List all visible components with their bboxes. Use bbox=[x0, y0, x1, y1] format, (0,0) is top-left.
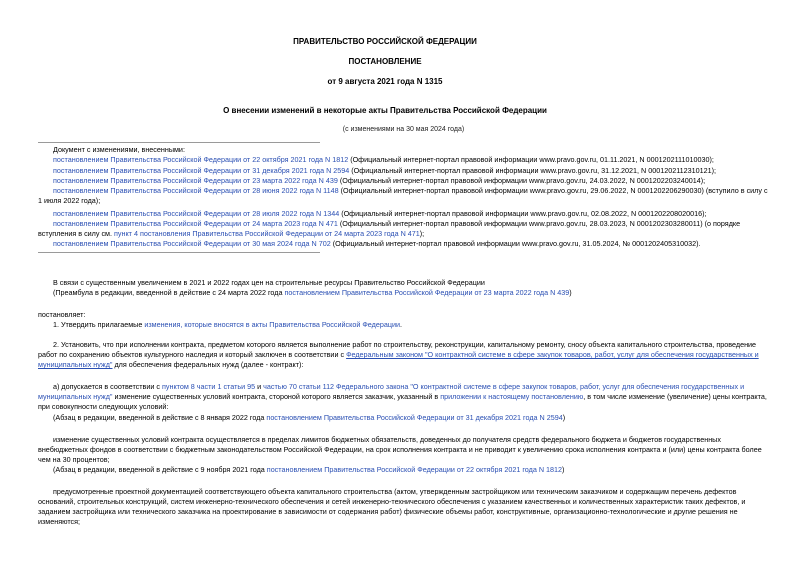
change-item: постановлением Правительства Российской Федерации от 23 марта 2022 года N 439 (Официальный интернет-портал правовой информации www.pravo.gov.ru, 24.03.2022, N 0001202203240014); bbox=[53, 176, 706, 185]
change-link[interactable]: постановлением Правительства Российской Федерации от 30 мая 2024 года N 702 bbox=[53, 239, 331, 248]
subparagraph-a-line: а) допускается в соответствии с пунктом 8 части 1 статьи 95 и частью 70 статьи 112 Федерального закона "О контрактной системе в сфере закупок товаров, работ, услуг для обеспечения государственных и bbox=[53, 382, 745, 391]
change-item: постановлением Правительства Российской Федерации от 28 июня 2022 года N 1148 (Официальный интернет-портал правовой информации www.pravo.gov.ru, 29.06.2022, N 0001202206290030) (вступило в силу с bbox=[53, 186, 768, 195]
revision-note: (с изменениями на 30 мая 2024 года) bbox=[342, 126, 465, 133]
document-type: ПОСТАНОВЛЕНИЕ bbox=[348, 56, 422, 66]
change-link[interactable]: постановлением Правительства Российской Федерации от 28 июля 2022 года N 1344 bbox=[53, 209, 340, 218]
condition-1-note: (Абзац в редакции, введенной в действие с 9 ноября 2021 года постановлением Правительства Российской Федерации от 22 октября 2021 года N 1812) bbox=[53, 465, 565, 474]
document-title: О внесении изменений в некоторые акты Правительства Российской Федерации bbox=[223, 105, 547, 115]
paragraph-2-line: муниципальных нужд" для обеспечения федеральных нужд (далее - контракт): bbox=[38, 360, 304, 369]
change-link[interactable]: пункт 4 постановления Правительства Российской Федерации от 24 марта 2023 года N 471 bbox=[114, 229, 420, 238]
subparagraph-a-note: (Абзац в редакции, введенной в действие с 8 января 2022 года постановлением Правительства Российской Федерации от 31 декабря 2021 года N 2594) bbox=[53, 413, 566, 422]
condition-2-line: оснований, строительных конструкций, систем инженерно-технического обеспечения и сетей инженерно-технического обеспечения с указанием качественных и количественных характеристик таких дефектов, и bbox=[38, 497, 746, 506]
change-item-continuation: вступления в силу см. пункт 4 постановления Правительства Российской Федерации от 24 марта 2023 года N 471); bbox=[38, 229, 425, 238]
federal-law-link[interactable]: частью 70 статьи 112 Федерального закона "О контрактной системе в сфере закупок товаров, работ, услуг для обеспечения государственных и bbox=[263, 382, 745, 391]
condition-1-line: внебюджетных фондов в соответствии с бюджетным законодательством Российской Федерации, на срок исполнения контракта и не приводит к увеличению срока исполнения контракта и (или) цены контракта более bbox=[38, 445, 762, 454]
change-link[interactable]: постановлением Правительства Российской Федерации от 23 марта 2022 года N 439 bbox=[53, 176, 338, 185]
amendment-link[interactable]: постановлением Правительства Российской Федерации от 31 декабря 2021 года N 2594 bbox=[266, 413, 563, 422]
change-link[interactable]: постановлением Правительства Российской Федерации от 28 июня 2022 года N 1148 bbox=[53, 186, 339, 195]
change-item: постановлением Правительства Российской Федерации от 22 октября 2021 года N 1812 (Официальный интернет-портал правовой информации www.pravo.gov.ru, 01.11.2021, N 0001202111010030); bbox=[53, 155, 714, 164]
changes-link[interactable]: изменения, которые вносятся в акты Правительства Российской Федерации bbox=[144, 320, 400, 329]
change-item: постановлением Правительства Российской Федерации от 31 декабря 2021 года N 2594 (Официальный интернет-портал правовой информации www.pravo.gov.ru, 31.12.2021, N 0001202112310121); bbox=[53, 166, 717, 175]
law-point-link[interactable]: пунктом 8 части 1 статьи 95 bbox=[161, 382, 256, 391]
changes-bottom-divider bbox=[38, 252, 320, 253]
federal-law-link[interactable]: муниципальных нужд" bbox=[38, 392, 113, 401]
federal-law-link[interactable]: муниципальных нужд" bbox=[38, 360, 113, 369]
change-item-continuation: 1 июля 2022 года); bbox=[38, 196, 101, 205]
appendix-link[interactable]: приложении к настоящему постановлению bbox=[440, 392, 584, 401]
change-item: постановлением Правительства Российской Федерации от 30 мая 2024 года N 702 (Официальный интернет-портал правовой информации www.pravo.gov.ru, 31.05.2024, № 0001202405310032). bbox=[53, 239, 701, 248]
changes-intro: Документ с изменениями, внесенными: bbox=[53, 145, 185, 154]
preamble-note: (Преамбула в редакции, введенной в действие с 24 марта 2022 года постановлением Правительства Российской Федерации от 23 марта 2022 года N 439) bbox=[53, 288, 572, 297]
change-link[interactable]: постановлением Правительства Российской Федерации от 22 октября 2021 года N 1812 bbox=[53, 155, 349, 164]
change-link[interactable]: постановлением Правительства Российской Федерации от 31 декабря 2021 года N 2594 bbox=[53, 166, 350, 175]
condition-2-line: изменяются; bbox=[38, 517, 81, 526]
preamble: В связи с существенным увеличением в 2021 и 2022 годах цен на строительные ресурсы Правительство Российской Федерации bbox=[53, 278, 485, 287]
condition-1-line: изменение существенных условий контракта осуществляется в пределах лимитов бюджетных обязательств, доведенных до получателя средств федерального бюджета и бюджетов государственных bbox=[53, 435, 721, 444]
changes-top-divider bbox=[38, 142, 320, 143]
government-name: ПРАВИТЕЛЬСТВО РОССИЙСКОЙ ФЕДЕРАЦИИ bbox=[293, 36, 477, 46]
paragraph-2-line: работ по сохранению объектов культурного наследия и который заключен в соответствии с Федеральным законом "О контрактной системе в сфере закупок товаров, работ, услуг для обеспечения государственных и bbox=[38, 350, 759, 359]
condition-2-line: заданием застройщика или технического заказчика на проектирование в зависимости от содержания работ) физические объемы работ, конструктивные, организационно-технологические и другие решения не bbox=[38, 507, 738, 516]
paragraph-1: 1. Утвердить прилагаемые изменения, которые вносятся в акты Правительства Российской Федерации. bbox=[53, 320, 402, 329]
paragraph-2-line: 2. Установить, что при исполнении контракта, предметом которого является выполнение работ по строительству, реконструкции, капитальному ремонту, сносу объекта капитального строительства, проведение bbox=[53, 340, 757, 349]
condition-2-line: предусмотренные проектной документацией соответствующего объекта капитального строительства (актом, утвержденным застройщиком или техническим заказчиком и содержащим перечень дефектов bbox=[53, 487, 737, 496]
decides-text: постановляет: bbox=[38, 310, 86, 319]
change-item: постановлением Правительства Российской Федерации от 28 июля 2022 года N 1344 (Официальный интернет-портал правовой информации www.pravo.gov.ru, 02.08.2022, N 0001202208020016); bbox=[53, 209, 707, 218]
amendment-link[interactable]: постановлением Правительства Российской Федерации от 23 марта 2022 года N 439 bbox=[284, 288, 570, 297]
document-date-number: от 9 августа 2021 года N 1315 bbox=[327, 76, 443, 86]
subparagraph-a-line: муниципальных нужд" изменение существенных условий контракта, стороной которого является заказчик, указанный в приложении к настоящему постановлению, в том числе изменение (увеличение) цены контракта, bbox=[38, 392, 767, 401]
federal-law-link[interactable]: Федеральным законом "О контрактной системе в сфере закупок товаров, работ, услуг для обеспечения государственных и bbox=[346, 350, 759, 359]
change-item: постановлением Правительства Российской Федерации от 24 марта 2023 года N 471 (Официальный интернет-портал правовой информации www.pravo.gov.ru, 28.03.2023, N 0001202303280011) (о порядке bbox=[53, 219, 741, 228]
subparagraph-a-line: при совокупности следующих условий: bbox=[38, 402, 169, 411]
change-link[interactable]: постановлением Правительства Российской Федерации от 24 марта 2023 года N 471 bbox=[53, 219, 338, 228]
amendment-link[interactable]: постановлением Правительства Российской Федерации от 22 октября 2021 года N 1812 bbox=[266, 465, 562, 474]
condition-1-line: чем на 30 процентов; bbox=[38, 455, 110, 464]
